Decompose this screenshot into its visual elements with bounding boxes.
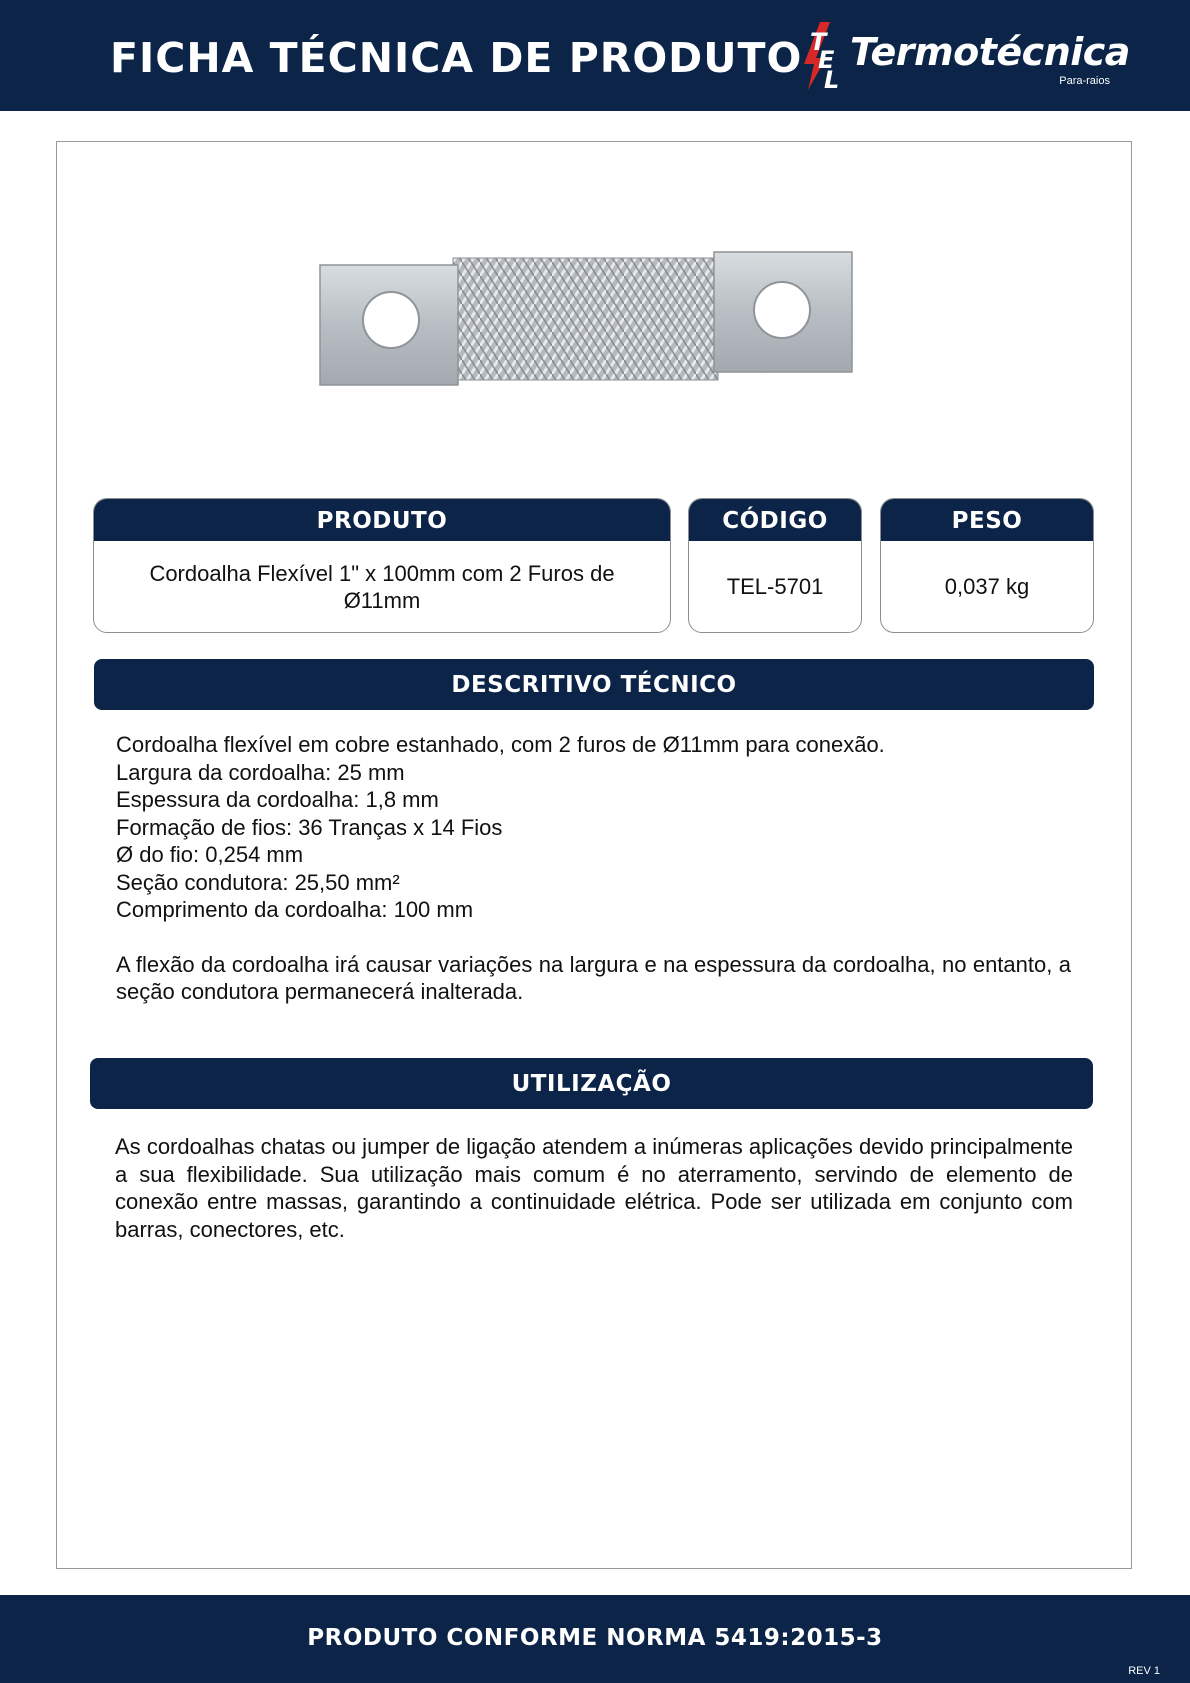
page-title: FICHA TÉCNICA DE PRODUTO (110, 34, 803, 82)
spec-line: Seção condutora: 25,50 mm² (116, 869, 400, 895)
codigo-box (688, 498, 862, 633)
braided-flat-strap-photo (318, 248, 858, 390)
descritivo-text (116, 731, 1071, 1006)
produto-label: PRODUTO (94, 499, 670, 541)
logo-name: Termotécnica (850, 30, 1130, 74)
svg-text:E: E (818, 46, 835, 74)
revision-label: REV 1 (1128, 1665, 1160, 1677)
descritivo-heading: DESCRITIVO TÉCNICO (94, 659, 1094, 710)
spec-line: Espessura da cordoalha: 1,8 mm (116, 787, 439, 812)
utilizacao-heading: UTILIZAÇÃO (90, 1058, 1093, 1109)
page-footer (0, 1595, 1190, 1683)
spec-line: Comprimento da cordoalha: 100 mm (116, 897, 474, 922)
utilizacao-text: As cordoalhas chatas ou jumper de ligação atendem a inúmeras aplicações devido principalmente a sua flexibilidade. Sua utilização mais comum é no aterramento, servindo de elemento de conexão entre massas, garantindo a continuidade elétrica. Pode ser utilizada em conjunto com barras, conectores, etc. (115, 1134, 1073, 1242)
spec-line: Largura da cordoalha: 25 mm (116, 759, 405, 785)
codigo-value: TEL-5701 (726, 574, 824, 599)
produto-box (93, 498, 671, 633)
tel-logo-icon (800, 20, 848, 90)
codigo-label: CÓDIGO (689, 499, 861, 541)
page-header (0, 0, 1190, 111)
peso-label: PESO (881, 499, 1093, 541)
spec-line: Formação de fios: 36 Tranças x 14 Fios (116, 814, 503, 840)
peso-box (880, 498, 1094, 633)
spec-line: Ø do fio: 0,254 mm (116, 842, 304, 867)
svg-text:T: T (810, 28, 827, 56)
norma-statement: PRODUTO CONFORME NORMA 5419:2015-3 (307, 1625, 883, 1651)
spec-line: Cordoalha flexível em cobre estanhado, com 2 furos de Ø11mm para conexão. (116, 732, 885, 757)
produto-value: Cordoalha Flexível 1" x 100mm com 2 Furos de Ø11mm (149, 560, 615, 613)
spec-note: A flexão da cordoalha irá causar variações na largura e na espessura da cordoalha, no entanto, a seção condutora permanecerá inalterada. (116, 951, 1071, 1004)
peso-value: 0,037 kg (944, 574, 1030, 599)
company-logo (800, 20, 1130, 92)
svg-text:L: L (824, 66, 840, 90)
logo-subtitle: Para-raios (1059, 75, 1110, 87)
